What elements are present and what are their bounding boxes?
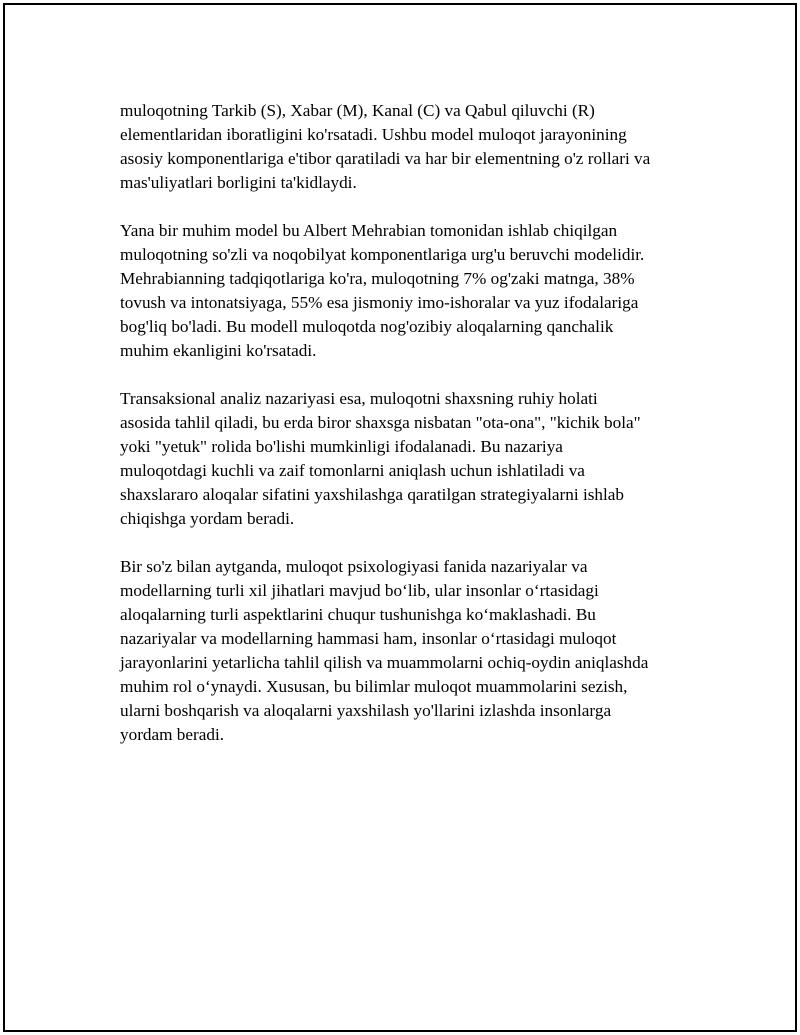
page-frame [3,3,797,1032]
paragraph-2 [120,219,700,363]
text-line: mas'uliyatlari borligini ta'kidlaydi. [120,173,357,192]
text-line: elementlaridan iboratligini ko'rsatadi. Ushbu model muloqot jarayonining [120,125,627,144]
text-line: Yana bir muhim model bu Albert Mehrabian tomonidan ishlab chiqilgan [120,221,618,240]
text-line: nazariyalar va modellarning hammasi ham, insonlar o‘rtasidagi muloqot [120,629,617,648]
text-line: muloqotdagi kuchli va zaif tomonlarni aniqlash uchun ishlatiladi va [120,461,585,480]
text-line: jarayonlarini yetarlicha tahlil qilish va muammolarni ochiq-oydin aniqlashda [120,653,649,672]
text-line: shaxslararo aloqalar sifatini yaxshilashga qaratilgan strategiyalarni ishlab [120,485,624,504]
paragraph-3 [120,387,700,531]
text-line: asosida tahlil qiladi, bu erda biror shaxsga nisbatan "ota-ona", "kichik bola" [120,413,641,432]
text-line: yordam beradi. [120,725,225,744]
text-line: asosiy komponentlariga e'tibor qaratiladi va har bir elementning o'z rollari va [120,149,651,168]
text-line: Bir so'z bilan aytganda, muloqot psixologiyasi fanida nazariyalar va [120,557,588,576]
text-line: muloqotning so'zli va noqobilyat komponentlariga urg'u beruvchi modelidir. [120,245,645,264]
text-line: muhim rol o‘ynaydi. Xususan, bu bilimlar muloqot muammolarini sezish, [120,677,628,696]
text-line: muloqotning Tarkib (S), Xabar (M), Kanal (C) va Qabul qiluvchi (R) [120,101,595,120]
paragraph-4 [120,555,700,747]
text-line: tovush va intonatsiyaga, 55% esa jismoniy imo-ishoralar va yuz ifodalariga [120,293,639,312]
paragraph-1 [120,99,700,195]
document-body [120,99,700,771]
text-line: chiqishga yordam beradi. [120,509,295,528]
text-line: muhim ekanligini ko'rsatadi. [120,341,317,360]
text-line: aloqalarning turli aspektlarini chuqur tushunishga ko‘maklashadi. Bu [120,605,596,624]
text-line: Transaksional analiz nazariyasi esa, muloqotni shaxsning ruhiy holati [120,389,598,408]
text-line: bog'liq bo'ladi. Bu modell muloqotda nog'ozibiy aloqalarning qanchalik [120,317,614,336]
text-line: modellarning turli xil jihatlari mavjud bo‘lib, ular insonlar o‘rtasidagi [120,581,599,600]
text-line: ularni boshqarish va aloqalarni yaxshilash yo'llarini izlashda insonlarga [120,701,612,720]
text-line: yoki "yetuk" rolida bo'lishi mumkinligi ifodalanadi. Bu nazariya [120,437,563,456]
text-line: Mehrabianning tadqiqotlariga ko'ra, muloqotning 7% og'zaki matnga, 38% [120,269,635,288]
